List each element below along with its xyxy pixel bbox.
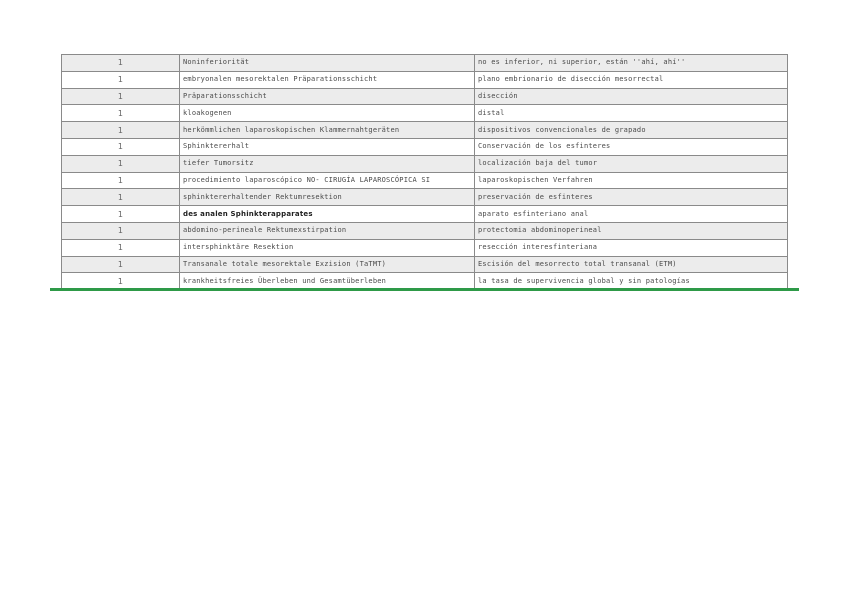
- german-term-cell: procedimiento laparoscópico NO- CIRUGÍA LAPAROSCÓPICA SI: [180, 172, 475, 189]
- german-term-cell: Präparationsschicht: [180, 88, 475, 105]
- table-row: [62, 71, 788, 88]
- table-row: [62, 55, 788, 72]
- german-term-cell: sphinktererhaltender Rektumresektion: [180, 189, 475, 206]
- spanish-term-cell: protectomia abdominoperineal: [475, 222, 788, 239]
- row-number-cell: 1: [62, 138, 180, 155]
- row-number-cell: 1: [62, 239, 180, 256]
- spanish-term-cell: plano embrionario de disección mesorrectal: [475, 71, 788, 88]
- spanish-term-cell: Escisión del mesorrecto total transanal (ETM): [475, 256, 788, 273]
- table-row: [62, 155, 788, 172]
- german-term-cell: embryonalen mesorektalen Präparationsschicht: [180, 71, 475, 88]
- row-number-cell: 1: [62, 206, 180, 223]
- table-row: [62, 256, 788, 273]
- spanish-term-cell: Conservación de los esfinteres: [475, 138, 788, 155]
- table-row: [62, 105, 788, 122]
- table-row: [62, 172, 788, 189]
- spanish-term-cell: dispositivos convencionales de grapado: [475, 122, 788, 139]
- table-row: [62, 138, 788, 155]
- row-number-cell: 1: [62, 71, 180, 88]
- german-term-cell: kloakogenen: [180, 105, 475, 122]
- german-term-cell: des analen Sphinkterapparates: [180, 206, 475, 223]
- row-number-cell: 1: [62, 55, 180, 72]
- german-term-cell: intersphinktäre Resektion: [180, 239, 475, 256]
- spanish-term-cell: resección interesfinteriana: [475, 239, 788, 256]
- table-row: [62, 88, 788, 105]
- glossary-table: [61, 54, 788, 290]
- german-term-cell: Transanale totale mesorektale Exzision (TaTMT): [180, 256, 475, 273]
- table-row: [62, 239, 788, 256]
- spanish-term-cell: localización baja del tumor: [475, 155, 788, 172]
- spanish-term-cell: distal: [475, 105, 788, 122]
- german-term-cell: tiefer Tumorsitz: [180, 155, 475, 172]
- spanish-term-cell: aparato esfinteriano anal: [475, 206, 788, 223]
- german-term-cell: abdomino-perineale Rektumexstirpation: [180, 222, 475, 239]
- german-term-cell: Noninferiorität: [180, 55, 475, 72]
- spanish-term-cell: preservación de esfinteres: [475, 189, 788, 206]
- green-divider-rule: [50, 288, 799, 291]
- row-number-cell: 1: [62, 222, 180, 239]
- row-number-cell: 1: [62, 105, 180, 122]
- glossary-table-body: [62, 55, 788, 290]
- spanish-term-cell: la tasa de supervivencia global y sin patologías: [475, 273, 788, 290]
- row-number-cell: 1: [62, 155, 180, 172]
- row-number-cell: 1: [62, 88, 180, 105]
- table-row: [62, 122, 788, 139]
- spanish-term-cell: no es inferior, ni superior, están ''ahí, ahí'': [475, 55, 788, 72]
- spanish-term-cell: laparoskopischen Verfahren: [475, 172, 788, 189]
- row-number-cell: 1: [62, 273, 180, 290]
- row-number-cell: 1: [62, 172, 180, 189]
- table-row: [62, 222, 788, 239]
- row-number-cell: 1: [62, 122, 180, 139]
- row-number-cell: 1: [62, 256, 180, 273]
- german-term-cell: herkömmlichen laparoskopischen Klammernahtgeräten: [180, 122, 475, 139]
- table-row: [62, 206, 788, 223]
- row-number-cell: 1: [62, 189, 180, 206]
- spanish-term-cell: disección: [475, 88, 788, 105]
- german-term-cell: Sphinktererhalt: [180, 138, 475, 155]
- table-row: [62, 189, 788, 206]
- german-term-cell: krankheitsfreies Überleben und Gesamtüberleben: [180, 273, 475, 290]
